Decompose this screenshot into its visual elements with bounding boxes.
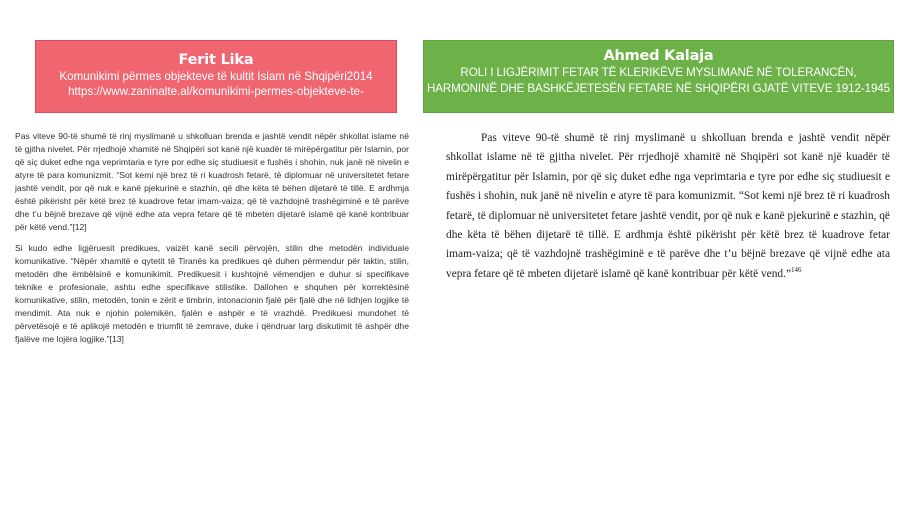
left-excerpt (15, 130, 409, 354)
source-title-line-1: ROLI I LIGJËRIMIT FETAR TË KLERIKËVE MYSLIMANË NË TOLERANCËN, (460, 66, 857, 79)
source-url: https://www.zaninalte.al/komunikimi-permes-objekteve-te- (68, 85, 364, 98)
author-card-ahmed-kalaja (423, 40, 894, 113)
left-paragraph-2: Si kudo edhe ligjëruesit predikues, vaizët kanë secili përvojën, stilin dhe metodën individuale komunikative. “Nëpër xhamitë e qytetit të Tiranës ka predikues që duhen përmendur për taktin, stilin, metodën dhe ëmbëlsinë e komunikimit. Predikuesit i kushtojnë vëmendjen e duhur si specifikave teknike e profesionale, ashtu edhe specifikave stilistike. Dallohen e shquhen për korrektësinë komunikative, stilin, metodën, tonin e zërit e timbrin, intonacionin fjalë për fjalë dhe në lidhjen logjike të mendimit. Ata nuk e njohin polemikën, fjalën e ashpër e të vrazhdë. Predikuesi mundohet të përvetësojë e të aplikojë metodën e triumfit të zemrave, duke i qëndruar larg diskutimit të ashpër dhe fjalëve me lojëra logjike.”[13] (15, 243, 409, 344)
source-title-line-2: HARMONINË DHE BASHKËJETESËN FETARE NË SHQIPËRI GJATË VITEVE 1912-1945 (427, 82, 890, 95)
author-card-ferit-lika (35, 40, 397, 113)
footnote-marker: 146 (791, 266, 802, 275)
right-excerpt (446, 129, 890, 284)
left-paragraph-1: Pas viteve 90-të shumë të rinj myslimanë u shkolluan brenda e jashtë vendit nëpër shkollat islame në të gjitha nivelet. Për rrjedhojë xhamitë në Shqipëri sot kanë një kuadër të mirëpërgatitur për Islamin, por që siç duket edhe nga veprimtaria e tyre por edhe siç studiuesit e fushës i shohin, nuk janë në nivelin e atyre të para komunizmit. “Sot kemi një brez të ri kuadrosh fetarë, të diplomuar në universitetet fetare jashtë vendit, por që nuk e kanë pjekurinë e stazhin, që dhe këta të bëhen dijetarë të tillë. E ardhmja është pikërisht për këtë brez të kuadrove fetar imam-vaiza; që të vazhdojnë trashëgiminë e të parëve dhe t’u bëjnë brezave që vijnë edhe ata vepra fetare që të mbeten dijetarë islamë që kanë kontribuar për këtë vend.”[12] (15, 131, 409, 232)
right-paragraph: Pas viteve 90-të shumë të rinj myslimanë u shkolluan brenda e jashtë vendit nëpër shkollat islame në të gjitha nivelet. Për rrjedhojë xhamitë në Shqipëri sot kanë një kuadër të mirëpërgatitur për Islamin, por që siç duket edhe nga veprimtaria e tyre por edhe siç studiuesit e fushës i shohin, nuk janë në nivelin e atyre të para komunizmit. “Sot kemi një brez të ri kuadrosh fetarë, të diplomuar në universitetet fetare jashtë vendit, por që nuk e kanë pjekurinë e stazhin, që dhe këta të bëhen dijetarë të tillë. E ardhmja është pikërisht për këtë brez të kuadrove fetar imam-vaiza; që të vazhdojnë trashëgiminë e të parëve dhe t’u bëjnë brezave që vijnë edhe ata vepra fetare që të mbeten dijetarë islamë që kanë kontribuar për këtë vend.” (446, 132, 890, 280)
author-name: Ahmed Kalaja (603, 48, 714, 64)
author-name: Ferit Lika (178, 52, 254, 68)
source-title: Komunikimi përmes objekteve të kultit Islam në Shqipëri2014 (59, 70, 373, 83)
